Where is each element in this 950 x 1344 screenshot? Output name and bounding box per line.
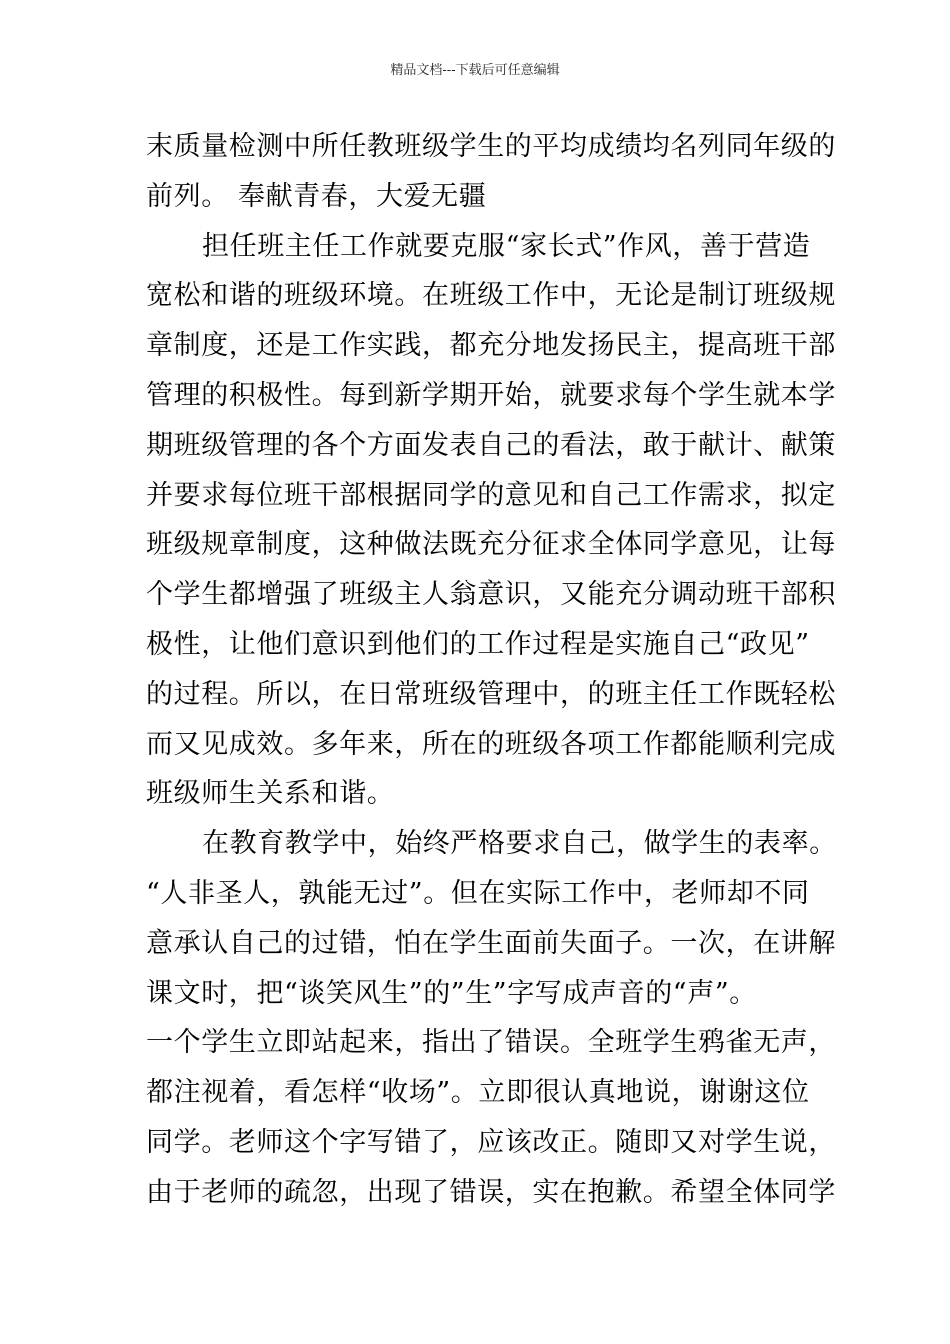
paragraph-start-line: 担任班主任工作就要克服“家长式”作风，善于营造 <box>202 230 811 262</box>
text-line: 管理的积极性。每到新学期开始，就要求每个学生就本学 <box>146 379 836 411</box>
text-line: 意承认自己的过错，怕在学生面前失面子。一次，在讲解 <box>146 927 836 959</box>
text-line: 并要求每位班干部根据同学的意见和自己工作需求，拟定 <box>146 479 836 511</box>
text-line: 末质量检测中所任教班级学生的平均成绩均名列同年级的 <box>146 131 836 162</box>
text-line: 极性，让他们意识到他们的工作过程是实施自己“政见” <box>146 628 810 660</box>
text-line: 课文时，把“谈笑风生”的”生”字写成声音的“声”。 <box>146 977 757 1009</box>
text-line: “人非圣人，孰能无过”。但在实际工作中，老师却不同 <box>146 877 810 909</box>
text-line: 宽松和谐的班级环境。在班级工作中，无论是制订班级规 <box>146 280 836 312</box>
text-line: 班级师生关系和谐。 <box>146 778 395 810</box>
text-line: 个学生都增强了班级主人翁意识，又能充分调动班干部积 <box>146 579 836 611</box>
text-line: 班级规章制度，这种做法既充分征求全体同学意见，让每 <box>146 529 836 561</box>
text-line: 的过程。所以，在日常班级管理中，的班主任工作既轻松 <box>146 678 836 710</box>
page-header: 精品文档---下载后可任意编辑 <box>390 63 560 78</box>
text-line: 都注视着，看怎样“收场”。立即很认真地说，谢谢这位 <box>146 1077 810 1109</box>
text-line: 章制度，还是工作实践，都充分地发扬民主，提高班干部 <box>146 330 836 362</box>
text-line: 而又见成效。多年来，所在的班级各项工作都能顺利完成 <box>146 728 836 760</box>
text-line: 由于老师的疏忽，出现了错误，实在抱歉。希望全体同学 <box>146 1176 836 1208</box>
text-line: 前列。 奉献青春，大爱无疆 <box>146 180 487 212</box>
document-body <box>146 122 837 1218</box>
text-line: 同学。老师这个字写错了，应该改正。随即又对学生说， <box>146 1126 836 1158</box>
text-line: 一个学生立即站起来，指出了错误。全班学生鸦雀无声， <box>146 1027 836 1059</box>
paragraph-start-line: 在教育教学中，始终严格要求自己，做学生的表率。 <box>202 828 837 860</box>
text-line: 期班级管理的各个方面发表自己的看法，敢于献计、献策 <box>146 429 836 461</box>
